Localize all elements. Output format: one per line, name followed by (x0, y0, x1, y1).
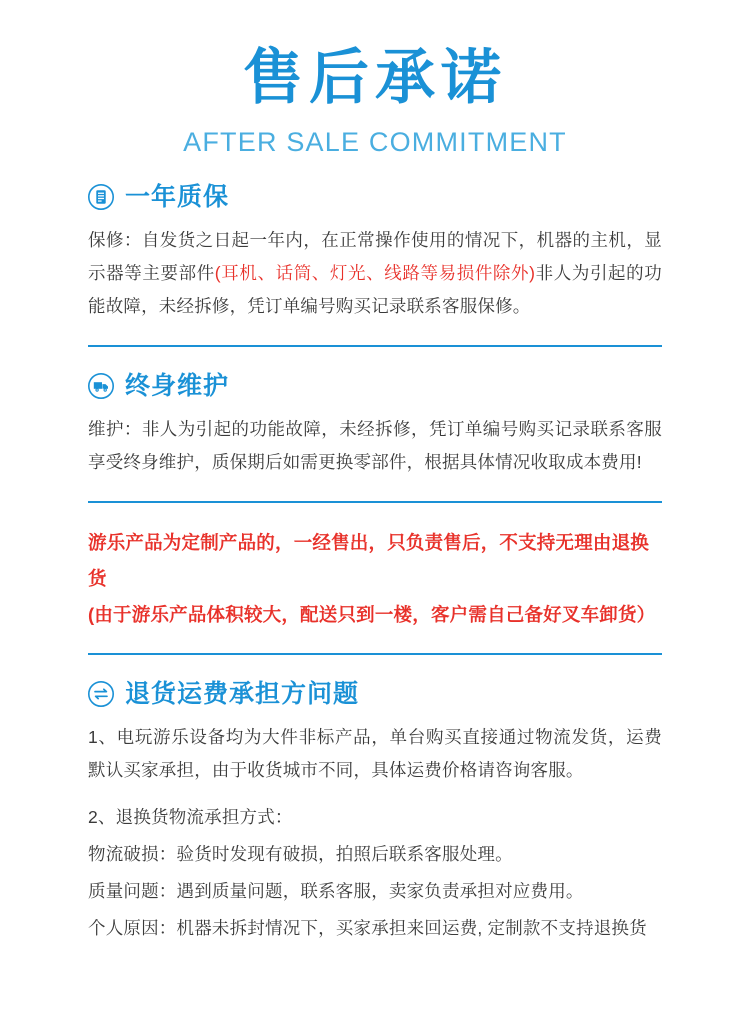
section-maintenance (52, 373, 698, 503)
section-warranty (52, 184, 698, 347)
maintenance-text: 维护：非人为引起的功能故障，未经拆修，凭订单编号购买记录联系客服享受终身维护，质保期后如需更换零部件，根据具体情况收取成本费用! (88, 419, 662, 472)
shipping-item-damage: 物流破损：验货时发现有破损，拍照后联系客服处理。 (88, 844, 513, 864)
divider (88, 653, 662, 655)
section-warranty-header (52, 184, 698, 210)
custom-product-notice (52, 525, 698, 633)
document-icon (88, 184, 114, 210)
notice-line-1: 游乐产品为定制产品的，一经售出，只负责售后，不支持无理由退换货 (88, 532, 650, 589)
divider (88, 501, 662, 503)
shipping-paragraph-2: 2、退换货物流承担方式： (88, 807, 293, 827)
section-warranty-body (52, 224, 698, 323)
section-return-shipping (52, 681, 698, 945)
section-warranty-title: 一年质保 (125, 182, 230, 211)
warranty-text-part-1: 保修：自发货之日起一年内，在正常操作使用的情况下，机器的主机，显示器等主要部件 (88, 230, 662, 283)
page-header (52, 0, 698, 158)
truck-icon (88, 373, 114, 399)
section-return-shipping-body (52, 721, 698, 945)
page-title: 售后承诺 (243, 43, 507, 113)
section-return-shipping-title: 退货运费承担方问题 (125, 679, 360, 708)
section-maintenance-title: 终身维护 (125, 371, 230, 400)
section-return-shipping-header (52, 681, 698, 707)
warranty-text-part-3: 非人为引起的功能故障，未经拆修，凭订单编号购买记录联系客服保修。 (88, 263, 662, 316)
divider (88, 345, 662, 347)
section-maintenance-body (52, 413, 698, 479)
page-subtitle: AFTER SALE COMMITMENT (183, 127, 567, 157)
exchange-arrows-icon (88, 681, 114, 707)
warranty-text-part-2: (耳机、话筒、灯光、线路等易损件除外) (214, 263, 536, 283)
notice-line-2: (由于游乐产品体积较大，配送只到一楼，客户需自己备好叉车卸货） (88, 604, 656, 625)
shipping-paragraph-1: 1、电玩游乐设备均为大件非标产品，单台购买直接通过物流发货，运费默认买家承担，由于收货城市不同，具体运费价格请咨询客服。 (88, 727, 662, 780)
shipping-item-quality: 质量问题：遇到质量问题，联系客服，卖家负责承担对应费用。 (88, 881, 584, 901)
section-maintenance-header (52, 373, 698, 399)
shipping-item-personal: 个人原因：机器未拆封情况下，买家承担来回运费, 定制款不支持退换货 (88, 918, 647, 938)
